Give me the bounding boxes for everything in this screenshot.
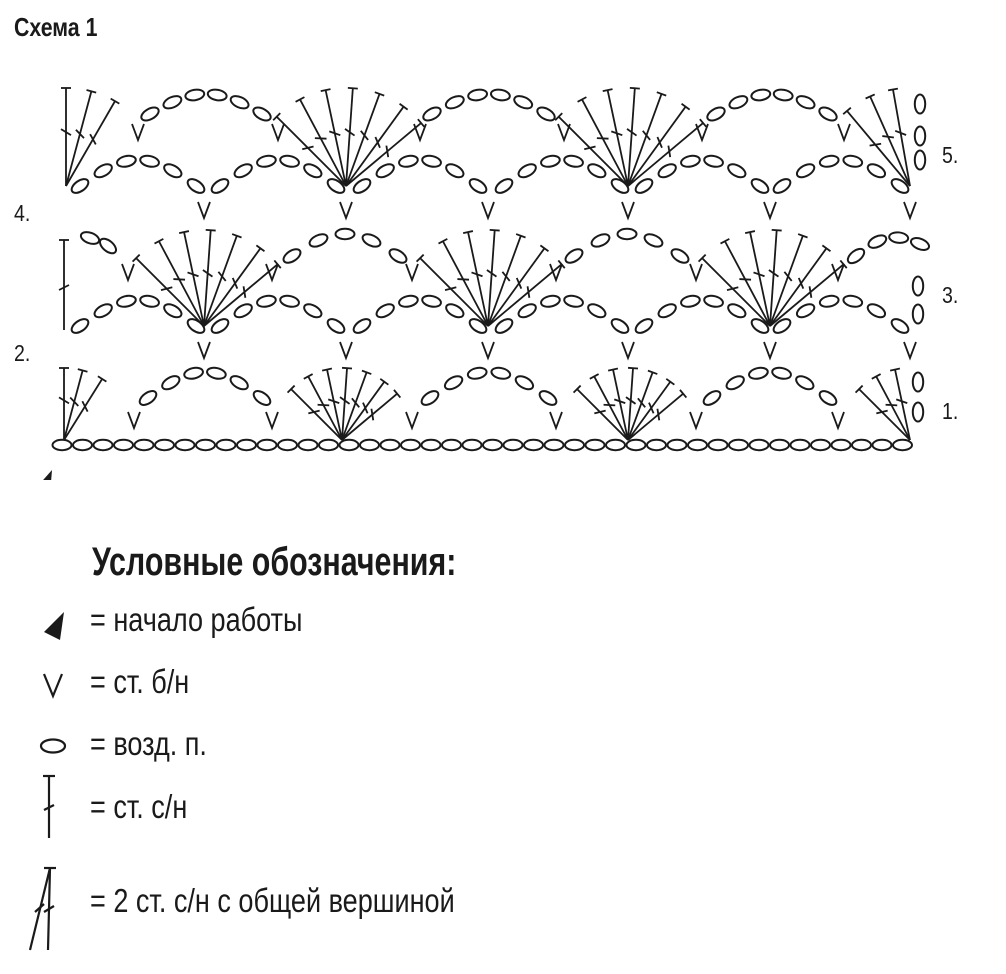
- chain-stitch: [336, 229, 355, 239]
- chain-stitch: [360, 440, 379, 450]
- double-crochet-tick: [315, 138, 327, 139]
- chain-stitch: [832, 440, 851, 450]
- chain-stitch: [114, 440, 133, 450]
- chain-stitch: [893, 440, 912, 450]
- chain-stitch: [302, 161, 324, 179]
- double-crochet-tick: [352, 398, 359, 407]
- double-crochet-tick: [528, 286, 530, 298]
- chain-stitch: [586, 440, 605, 450]
- legend-title: Условные обозначения:: [92, 540, 457, 584]
- double-crochet: [468, 232, 488, 326]
- row-label-5: 5.: [942, 142, 959, 168]
- chain-stitch: [643, 232, 665, 249]
- double-crochet-top: [608, 369, 618, 371]
- chain-stitch: [299, 440, 318, 450]
- chain-stitch: [771, 176, 793, 195]
- chain-stitch: [137, 388, 159, 408]
- double-crochet-top: [179, 231, 189, 233]
- double-crochet: [608, 90, 628, 186]
- chain-stitch: [53, 440, 72, 450]
- double-crochet-top: [348, 88, 358, 89]
- single-crochet: [406, 412, 418, 428]
- double-crochet-top: [256, 245, 264, 251]
- double-crochet-tick: [643, 131, 650, 140]
- single-crochet: [696, 124, 708, 140]
- legend-text-chain: = возд. п.: [90, 725, 207, 762]
- single-crochet: [558, 124, 570, 140]
- double-crochet-tick: [361, 131, 368, 140]
- chain-stitch: [668, 440, 687, 450]
- chain-stitch: [92, 161, 114, 179]
- chain-stitch: [398, 294, 419, 308]
- double-crochet-tick: [668, 146, 670, 158]
- chain-stitch: [563, 154, 584, 168]
- chain-stitch: [325, 316, 347, 335]
- double-crochet-top: [322, 369, 332, 371]
- single-crochet: [904, 342, 916, 358]
- single-crochet: [904, 202, 916, 218]
- chain-stitch: [251, 388, 273, 408]
- chain-stitch: [724, 373, 746, 391]
- chain-stitch: [819, 294, 840, 308]
- chain-stitch: [162, 94, 184, 111]
- chain-stitch: [606, 440, 625, 450]
- double-crochet-tick: [502, 272, 509, 281]
- chain-stitch: [537, 388, 559, 407]
- double-crochet: [204, 248, 260, 326]
- chain-stitch: [688, 440, 707, 450]
- double-crochet: [346, 107, 404, 186]
- chain-stitch: [319, 440, 338, 450]
- chain-stitch: [139, 154, 160, 168]
- chain-stitch: [590, 232, 612, 249]
- chain-stitch: [565, 440, 584, 450]
- chain-stitch: [381, 440, 400, 450]
- double-crochet-tick: [233, 278, 238, 289]
- chain-stitch: [705, 105, 727, 123]
- double-crochet-top: [888, 89, 898, 91]
- chain-stitch: [162, 301, 184, 319]
- double-crochet-tick: [649, 403, 654, 414]
- chain-stitch: [563, 246, 585, 265]
- double-crochet: [870, 96, 910, 186]
- double-crochet: [64, 379, 102, 440]
- double-crochet-tick: [886, 405, 898, 406]
- double-crochet-tick: [799, 278, 804, 289]
- crochet-chart: [0, 0, 1006, 480]
- single-crochet: [550, 412, 562, 428]
- double-crochet: [613, 370, 628, 440]
- chain-stitch: [185, 88, 205, 101]
- chain-stitch: [512, 94, 534, 111]
- chain-stitch: [207, 88, 227, 101]
- double-crochet: [488, 248, 544, 326]
- chain-stitch: [913, 277, 923, 296]
- row-label-1: 1.: [942, 398, 959, 424]
- start-triangle-icon: [22, 598, 82, 658]
- double-crochet-tick: [218, 272, 225, 281]
- chain-stitch: [618, 229, 637, 239]
- single-crochet: [266, 412, 278, 428]
- chain-stitch: [483, 440, 502, 450]
- chain-stitch: [493, 176, 515, 195]
- chain-stitch: [866, 302, 888, 320]
- chain-stitch: [279, 294, 300, 308]
- double-crochet-tick: [810, 286, 812, 298]
- double-crochet-tick: [657, 409, 659, 421]
- double-crochet-tick: [784, 272, 791, 281]
- single-crochet: [482, 202, 494, 218]
- single-crochet: [340, 342, 352, 358]
- double-crochet-top: [98, 376, 106, 381]
- chain-stitch: [866, 162, 888, 180]
- double-crochet-tick: [604, 405, 616, 406]
- chain-stitch: [92, 301, 114, 319]
- double-crochet: [876, 376, 910, 440]
- chain-stitch: [229, 94, 251, 111]
- double-crochet-top: [822, 245, 830, 251]
- single-crochet: [414, 124, 426, 140]
- double-crochet: [577, 389, 628, 440]
- double-crochet: [770, 248, 826, 326]
- double-crochet-top: [380, 379, 388, 385]
- chain-stitch: [540, 154, 561, 168]
- chain-stitch: [915, 127, 925, 146]
- legend-text-start: = начало работы: [90, 601, 303, 638]
- chain-stitch: [750, 440, 769, 450]
- chain-stitch: [490, 88, 510, 101]
- chain-stitch: [374, 161, 396, 179]
- chain-stitch: [160, 373, 182, 392]
- two-dc-together-icon: [22, 860, 82, 956]
- chain-stitch: [728, 94, 750, 111]
- chain-stitch: [680, 154, 701, 168]
- chain-stitch: [656, 161, 678, 179]
- chain-stitch: [421, 105, 443, 123]
- double-crochet: [893, 89, 910, 186]
- double-crochet-top: [772, 230, 782, 231]
- chain-stitch: [155, 440, 174, 450]
- row-label-4: 4.: [14, 200, 31, 226]
- chain-stitch: [545, 440, 564, 450]
- single-crochet: [482, 342, 494, 358]
- double-crochet-top: [87, 90, 97, 93]
- chain-stitch: [463, 440, 482, 450]
- legend-text-double-crochet: = ст. с/н: [90, 788, 188, 825]
- double-crochet-tick: [870, 144, 882, 146]
- chain-stitch: [524, 440, 543, 450]
- chain-stitch: [586, 161, 608, 179]
- double-crochet-tick: [244, 286, 246, 298]
- double-crochet-top: [321, 89, 331, 91]
- double-crochet-tick: [657, 137, 662, 148]
- chain-stitch: [237, 440, 256, 450]
- chain-stitch: [873, 440, 892, 450]
- double-crochet-top: [342, 368, 352, 369]
- chain-stitch: [421, 294, 442, 308]
- chain-stitch: [913, 373, 923, 392]
- chain-stitch: [627, 440, 646, 450]
- chain-stitch: [444, 94, 466, 111]
- chain-stitch: [279, 154, 300, 168]
- chain-stitch: [633, 316, 655, 335]
- chain-stitch: [139, 105, 161, 123]
- chain-stitch: [340, 440, 359, 450]
- chain-stitch: [443, 374, 465, 392]
- double-crochet: [750, 232, 770, 326]
- legend-text-two-dc-together: = 2 ст. с/н с общей вершиной: [90, 882, 455, 919]
- chain-stitch: [709, 440, 728, 450]
- single-crochet-icon: [22, 660, 82, 720]
- chain-stitch: [217, 440, 236, 450]
- chain-stitch: [817, 105, 839, 123]
- single-crochet: [272, 124, 284, 140]
- single-crochet: [132, 124, 144, 140]
- double-crochet: [859, 389, 910, 440]
- chain-stitch: [419, 388, 441, 407]
- chain-stitch: [726, 301, 748, 319]
- chain-stitch: [374, 301, 396, 319]
- double-crochet: [895, 370, 910, 440]
- chain-stitch: [889, 316, 911, 335]
- single-crochet: [764, 342, 776, 358]
- chain-stitch: [795, 162, 817, 180]
- chain-stitch: [586, 301, 608, 319]
- chain-stitch: [729, 440, 748, 450]
- chain-stitch: [278, 440, 297, 450]
- chain-stitch: [795, 94, 817, 111]
- double-crochet-tick: [386, 146, 388, 158]
- chain-stitch: [209, 176, 231, 195]
- chain-stitch: [795, 302, 817, 320]
- chain-stitch: [516, 301, 538, 319]
- double-crochet: [847, 111, 910, 186]
- chain-stitch: [69, 316, 91, 335]
- chain-stitch: [563, 294, 584, 308]
- single-crochet: [406, 264, 418, 280]
- chain-stitch: [258, 440, 277, 450]
- row-label-2: 2.: [14, 340, 31, 366]
- single-crochet: [764, 202, 776, 218]
- chain-stitch: [135, 440, 154, 450]
- double-crochet-tick: [363, 403, 368, 414]
- chain-stitch: [852, 440, 871, 450]
- chain-stitch: [647, 440, 666, 450]
- double-crochet-tick: [597, 138, 609, 139]
- chain-stitch: [97, 236, 118, 256]
- double-crochet-top: [206, 230, 216, 231]
- single-crochet: [198, 202, 210, 218]
- chain-stitch: [387, 246, 409, 265]
- chain-stitch: [845, 246, 866, 266]
- chain-stitch: [514, 374, 536, 392]
- chain-stitch: [228, 373, 250, 392]
- double-crochet: [308, 376, 342, 440]
- chain-stitch: [442, 440, 461, 450]
- chain-stitch: [139, 294, 160, 308]
- chain-stitch: [751, 88, 771, 101]
- chain-stitch: [540, 294, 561, 308]
- double-crochet: [326, 90, 346, 186]
- double-crochet: [66, 91, 91, 186]
- single-crochet: [838, 124, 850, 140]
- double-crochet-top: [490, 230, 500, 231]
- single-crochet: [622, 342, 634, 358]
- chain-stitch: [609, 316, 631, 335]
- chain-stitch: [842, 154, 863, 168]
- chain-stitch: [811, 440, 830, 450]
- chain-stitch: [680, 294, 701, 308]
- single-crochet: [622, 202, 634, 218]
- chain-stitch: [176, 440, 195, 450]
- double-crochet-top: [603, 89, 613, 91]
- double-crochet-top: [540, 245, 548, 251]
- chain-stitch: [771, 366, 792, 380]
- double-crochet-top: [682, 104, 690, 110]
- double-crochet-top: [745, 231, 755, 233]
- chain-stitch: [726, 161, 748, 179]
- chain-stitch: [467, 88, 487, 101]
- start-triangle: [36, 470, 52, 480]
- legend-text-single-crochet: = ст. б/н: [90, 663, 190, 700]
- single-crochet: [128, 412, 140, 428]
- double-crochet: [184, 232, 204, 326]
- chain-stitch: [516, 161, 538, 179]
- chain-stitch: [703, 154, 724, 168]
- double-crochet-tick: [739, 279, 751, 280]
- chain-stitch: [444, 161, 466, 179]
- double-crochet-tick: [882, 136, 894, 137]
- chain-stitch: [817, 388, 839, 407]
- double-crochet-tick: [517, 278, 522, 289]
- chain-stitch: [842, 294, 863, 308]
- chain-stitch: [398, 154, 419, 168]
- row-label-3: 3.: [942, 282, 959, 308]
- double-crochet: [594, 376, 628, 440]
- chain-stitch: [467, 316, 489, 335]
- chain-stitch: [913, 403, 923, 422]
- double-crochet: [628, 107, 686, 186]
- double-crochet-top: [400, 104, 408, 110]
- chain-stitch: [162, 161, 184, 179]
- chain-stitch: [94, 440, 113, 450]
- double-crochet-top: [78, 369, 88, 372]
- double-crochet: [291, 389, 342, 440]
- chain-stitch: [669, 246, 691, 265]
- single-crochet: [198, 342, 210, 358]
- chain-stitch: [421, 154, 442, 168]
- single-crochet: [690, 412, 702, 428]
- chain-stitch: [535, 105, 557, 123]
- double-crochet-top: [666, 379, 674, 385]
- chain-stitch: [889, 231, 909, 243]
- double-crochet-tick: [371, 409, 373, 421]
- double-crochet: [327, 370, 342, 440]
- diagram-title: Схема 1: [14, 12, 98, 42]
- chain-stitch: [73, 440, 92, 450]
- chain-stitch: [444, 301, 466, 319]
- chain-stitch: [504, 440, 523, 450]
- double-crochet-icon: [22, 772, 82, 842]
- chain-stitch: [251, 105, 273, 123]
- chain-stitch: [256, 294, 277, 308]
- chain-stitch: [656, 301, 678, 319]
- chain-stitch: [351, 316, 373, 335]
- chain-stitch: [325, 176, 347, 195]
- double-crochet-tick: [457, 279, 469, 280]
- double-crochet: [64, 370, 83, 440]
- double-crochet-tick: [318, 405, 330, 406]
- chain-stitch: [467, 366, 488, 380]
- chain-stitch: [913, 305, 923, 324]
- chain-stitch: [69, 176, 91, 195]
- double-crochet-tick: [375, 137, 380, 148]
- chain-stitch: [915, 151, 925, 170]
- single-crochet: [832, 412, 844, 428]
- chain-stitch: [116, 154, 137, 168]
- chain-stitch: [206, 366, 227, 380]
- chain-stitch: [232, 301, 254, 319]
- chain-stitch: [196, 440, 215, 450]
- double-crochet-tick: [173, 279, 185, 280]
- chain-stitch: [909, 236, 931, 253]
- chain-stitch: [794, 373, 816, 391]
- chain-stitch: [281, 246, 303, 265]
- double-crochet-tick: [638, 398, 645, 407]
- chain-stitch: [770, 440, 789, 450]
- chain-stitch: [256, 154, 277, 168]
- chain-stitch: [401, 440, 420, 450]
- double-crochet-top: [628, 368, 638, 369]
- chain-stitch: [748, 366, 769, 380]
- chain-stitch: [773, 88, 793, 101]
- chain-stitch: [232, 161, 254, 179]
- double-crochet-top: [890, 369, 900, 371]
- double-crochet-top: [630, 88, 640, 89]
- chain-stitch: [749, 316, 771, 335]
- chain-stitch: [915, 95, 925, 114]
- chain-stitch: [701, 388, 723, 407]
- chain-stitch: [467, 176, 489, 195]
- chain-stitch: [791, 440, 810, 450]
- chain-stitch: [79, 230, 100, 246]
- chain-stitch: [183, 366, 204, 380]
- chain-stitch: [749, 176, 771, 195]
- chain-stitch: [302, 301, 324, 319]
- chain-stitch: [185, 176, 207, 195]
- chain-stitch: [703, 294, 724, 308]
- double-crochet-top: [463, 231, 473, 233]
- single-crochet: [122, 264, 134, 280]
- chain-stitch: [490, 366, 511, 380]
- single-crochet: [340, 202, 352, 218]
- single-crochet: [690, 264, 702, 280]
- chain-stitch: [116, 294, 137, 308]
- chain-stitch: [308, 232, 330, 249]
- chain-stitch: [422, 440, 441, 450]
- chain-stitch: [361, 232, 383, 249]
- chain-stitch: [819, 154, 840, 168]
- chain-stitch: [867, 233, 889, 251]
